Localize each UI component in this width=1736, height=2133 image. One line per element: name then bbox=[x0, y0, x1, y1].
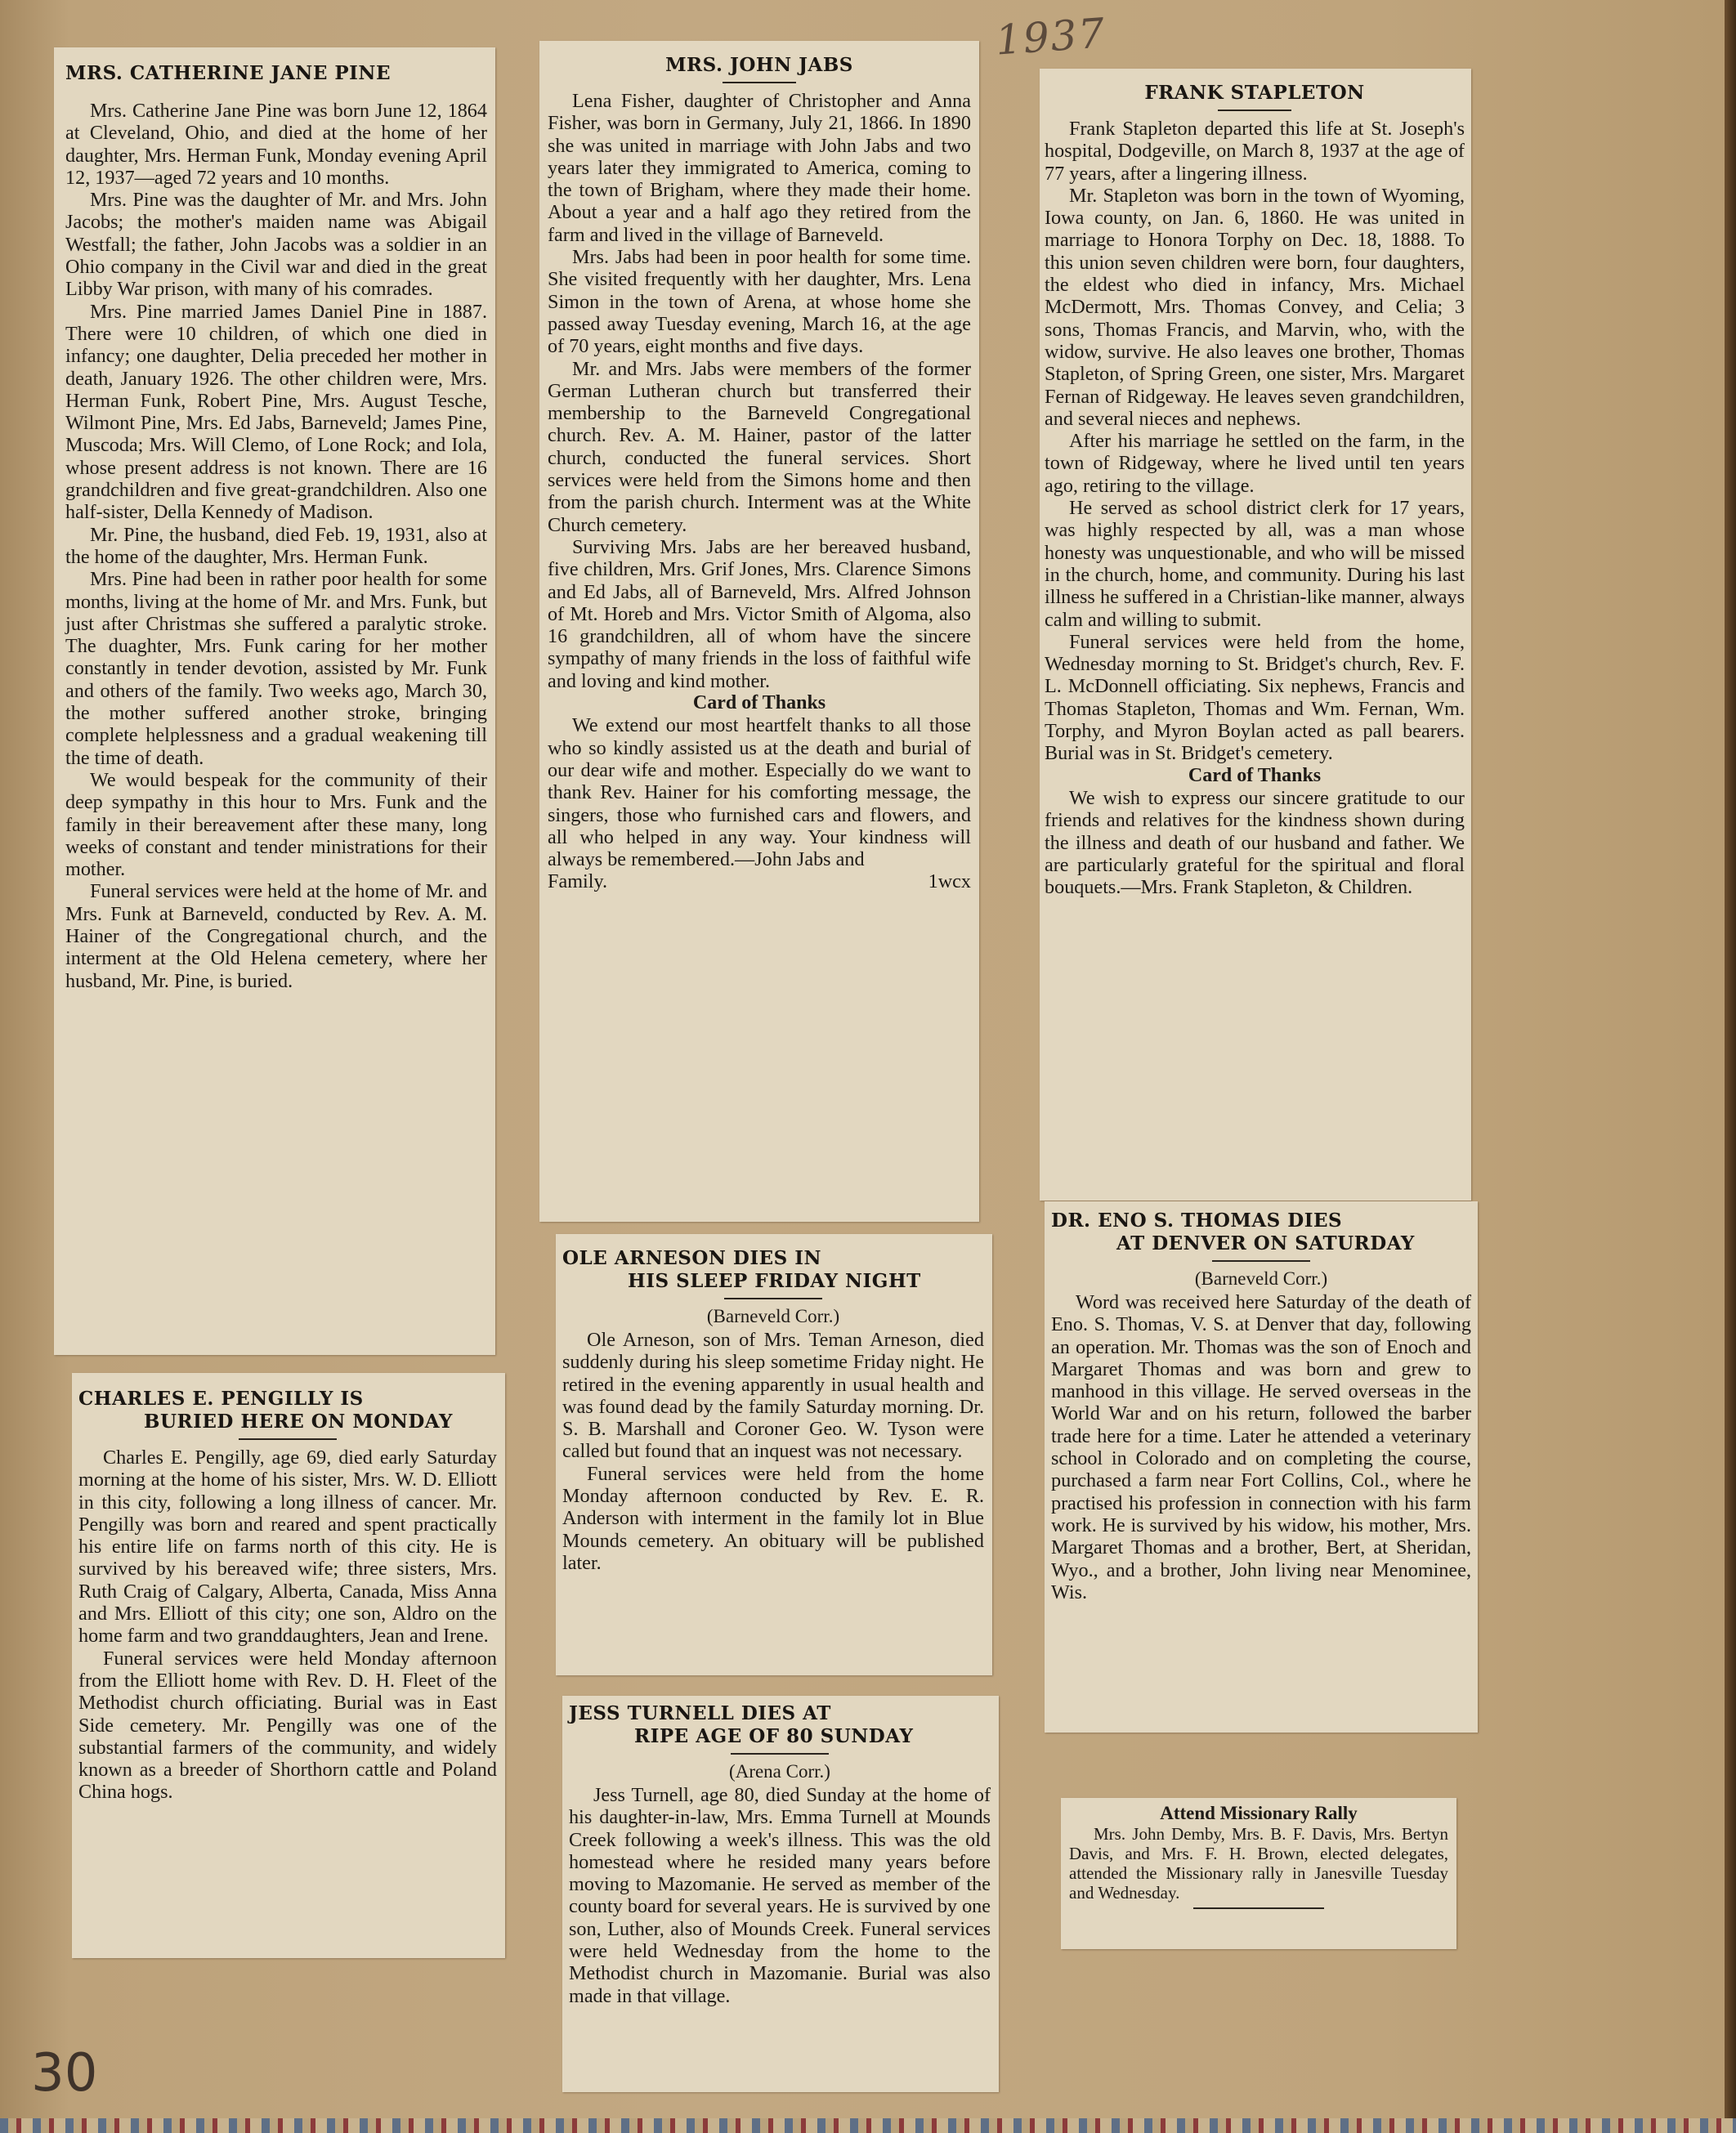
paragraph: Funeral services were held from the home, Wednesday morning to St. Bridget's church, Rev. F. L. McDonnell officiating. Six nephews, Francis and Thomas Stapleton, Thomas and Wm. Fernan, Wm. Torphy, and Myron Boylan acted as pall bearers. Burial was in St. Bridget's cemetery. bbox=[1045, 630, 1465, 765]
clipping-headline bbox=[569, 1702, 991, 1748]
clipping-body bbox=[1051, 1291, 1471, 1603]
clipping-headline: MRS. CATHERINE JANE PINE bbox=[65, 62, 391, 84]
headline-rule bbox=[724, 1298, 822, 1299]
paragraph: Funeral services were held at the home of Mr. and Mrs. Funk at Barneveld, conducted by Rev. A. M. Hainer of the Congregational church, and the interment at the Old Helena cemetery, where her husband, Mr. Pine, is buried. bbox=[65, 880, 487, 992]
paragraph: Mrs. Catherine Jane Pine was born June 12, 1864 at Cleveland, Ohio, and died at the home of her daughter, Mrs. Herman Funk, Monday evening April 12, 1937—aged 72 years and 10 months. bbox=[65, 100, 487, 189]
paragraph: Mrs. Pine was the daughter of Mr. and Mrs. John Jacobs; the mother's maiden name was Abigail Westfall; the father, John Jacobs was a soldier in an Ohio company in the Civil war and died in the great Libby War prison, with many of his comrades. bbox=[65, 189, 487, 301]
paragraph: We would bespeak for the community of their deep sympathy in this hour to Mrs. Funk and the family in their bereavement after these many, long weeks of constant and tender ministrations for their mother. bbox=[65, 768, 487, 881]
binding-cloth bbox=[0, 2118, 1736, 2133]
card-of-thanks-title: Card of Thanks bbox=[692, 692, 826, 714]
correspondent-line: (Barneveld Corr.) bbox=[1194, 1268, 1328, 1289]
paragraph: Frank Stapleton departed this life at St. Joseph's hospital, Dodgeville, on March 8, 1937 at the age of 77 years, after a lingering illness. bbox=[1045, 118, 1465, 185]
paragraph: Mr. Stapleton was born in the town of Wyoming, Iowa county, on Jan. 6, 1860. He was united in marriage to Honora Torphy on Dec. 18, 1888. To this union seven children were born, four daughters, the eldest who died in infancy, Mrs. Michael McDermott, Mrs. Thomas Convey, and Celia; 3 sons, Thomas Francis, and Marvin, who, with the widow, survive. He also leaves one brother, Thomas Stapleton, of Spring Green, one sister, Mrs. Margaret Fernan of Ridgeway. He leaves seven grandchildren, and several nieces and nephews. bbox=[1045, 184, 1465, 430]
headline-rule bbox=[731, 1753, 829, 1755]
paragraph: Mrs. Jabs had been in poor health for some time. She visited frequently with her daughter, Mrs. Lena Simon in the town of Arena, at whose home she passed away Tuesday evening, March 16, at the age of 70 years, eight months and five days. bbox=[548, 246, 971, 358]
paragraph: Mr. and Mrs. Jabs were members of the former German Lutheran church but transferred their membership to the Barneveld Congregational church. Rev. A. M. Hainer, pastor of the latter church, conducted the funeral services. Short services were held from the Simons home and then from the parish church. Interment was at the White Church cemetery. bbox=[548, 357, 971, 536]
correspondent-line: (Arena Corr.) bbox=[729, 1761, 830, 1782]
clipping-body bbox=[1045, 118, 1465, 898]
clipping-headline bbox=[78, 1388, 497, 1433]
clipping-headline bbox=[1051, 1210, 1471, 1255]
paragraph: Funeral services were held from the home Monday afternoon conducted by Rev. E. R. Anderson with interment in the family lot in Blue Mounds cemetery. An obituary will be published later. bbox=[562, 1462, 984, 1574]
clipping-headline: Attend Missionary Rally bbox=[1160, 1803, 1358, 1823]
headline-line: OLE ARNESON DIES IN bbox=[562, 1247, 822, 1269]
headline-line: DR. ENO S. THOMAS DIES bbox=[1051, 1210, 1343, 1232]
paragraph: After his marriage he settled on the farm, in the town of Ridgeway, where he lived until ten years ago, retiring to the village. bbox=[1045, 430, 1465, 497]
paragraph: Surviving Mrs. Jabs are her bereaved husband, five children, Mrs. Grif Jones, Mrs. Clarence Simons and Ed Jabs, all of Barneveld, Mrs. Alfred Johnson of Mt. Horeb and Mrs. Victor Smith of Algoma, also 16 grandchildren, all of whom have the sincere sympathy of many friends in the loss of faithful wife and loving and kind mother. bbox=[548, 535, 971, 692]
clipping-body bbox=[569, 1784, 991, 2007]
headline-line: RIPE AGE OF 80 SUNDAY bbox=[634, 1725, 914, 1747]
headline-line: HIS SLEEP FRIDAY NIGHT bbox=[628, 1270, 921, 1292]
headline-line: BURIED HERE ON MONDAY bbox=[144, 1411, 453, 1433]
clipping-headline: MRS. JOHN JABS bbox=[665, 54, 853, 76]
paragraph: Ole Arneson, son of Mrs. Teman Arneson, died suddenly during his sleep sometime Friday night. He retired in the evening apparently in usual health and was found dead by the family Saturday morning. Dr. S. B. Marshall and Coroner Geo. W. Tyson were called but found that an inquest was not necessary. bbox=[562, 1329, 984, 1463]
clipping-body bbox=[1069, 1824, 1448, 1903]
clipping-body bbox=[548, 90, 971, 893]
clipping-arneson bbox=[556, 1234, 992, 1675]
clipping-pengilly bbox=[72, 1373, 505, 1958]
paragraph: Word was received here Saturday of the death of Eno. S. Thomas, V. S. at Denver that day, following an operation. Mr. Thomas was the son of Enoch and Margaret Thomas and was born and grew to manhood in this village. He served overseas in the World War and on his return, followed the barber trade here for a time. Later he attended a veterinary school in Colorado and on completing the course, purchased a farm near Fort Collins, Col., where he practised his profession in connection with his farm work. He is survived by his widow, his mother, Mrs. Margaret Thomas and a brother, Bert, at Sheridan, Wyo., and a brother, John living near Menominee, Wis. bbox=[1051, 1291, 1471, 1603]
paragraph: Mrs. John Demby, Mrs. B. F. Davis, Mrs. Bertyn Davis, and Mrs. F. H. Brown, elected delegates, attended the Missionary rally in Janesville Tuesday and Wednesday. bbox=[1069, 1824, 1448, 1903]
headline-rule bbox=[1218, 110, 1291, 111]
clipping-headline: FRANK STAPLETON bbox=[1144, 82, 1365, 104]
page-edge bbox=[1725, 0, 1736, 2133]
paragraph: Mrs. Pine had been in rather poor health for some months, living at the home of Mr. and Mrs. Funk, but just after Christmas she suffered a paralytic stroke. The duaghter, Mrs. Funk caring for her mother constantly in tender devotion, assisted by Mr. Funk and others of the family. Two weeks ago, March 30, the mother suffered another stroke, bringing complete helplessness and a gradual weakening till the time of death. bbox=[65, 568, 487, 769]
headline-rule bbox=[239, 1438, 337, 1440]
headline-rule bbox=[1212, 1260, 1310, 1262]
paragraph: Lena Fisher, daughter of Christopher and Anna Fisher, was born in Germany, July 21, 1866. In 1890 she was united in marriage with John Jabs and two years later they immigrated to America, coming to the town of Brigham, where they made their home. About a year and a half ago they retired from the farm and lived in the village of Barneveld. bbox=[548, 90, 971, 246]
clipping-pine bbox=[54, 47, 495, 1355]
clipping-body bbox=[78, 1447, 497, 1804]
signature-line bbox=[548, 870, 971, 892]
headline-line: CHARLES E. PENGILLY IS bbox=[78, 1388, 364, 1410]
ad-code: 1wcx bbox=[928, 870, 971, 893]
correspondent-line: (Barneveld Corr.) bbox=[706, 1306, 840, 1326]
clipping-body bbox=[562, 1329, 984, 1574]
headline-line: JESS TURNELL DIES AT bbox=[569, 1702, 831, 1724]
paragraph: He served as school district clerk for 17 years, was highly respected by all, was a man whose honesty was unquestionable, and who will be missed in the church, home, and community. During his last illness he suffered in a Christian-like manner, always calm and willing to submit. bbox=[1045, 497, 1465, 631]
clipping-thomas bbox=[1045, 1201, 1478, 1733]
clipping-turnell bbox=[562, 1696, 999, 2092]
clipping-body bbox=[65, 100, 487, 992]
paragraph: Jess Turnell, age 80, died Sunday at the home of his daughter-in-law, Mrs. Emma Turnell at Mounds Creek following a week's illness. This was the old homestead where he resided many years before moving to Mazomanie. He served as member of the county board for several years. He is survived by one son, Luther, also of Mounds Creek. Funeral services were held Wednesday from the home to the Methodist church in Mazomanie. Burial was also made in that village. bbox=[569, 1784, 991, 2007]
closing-rule bbox=[1193, 1907, 1324, 1909]
clipping-stapleton bbox=[1040, 69, 1471, 1201]
clipping-missionary-rally bbox=[1061, 1798, 1456, 1949]
paragraph: Funeral services were held Monday afternoon from the Elliott home with Rev. D. H. Fleet of the Methodist church officiating. Burial was in East Side cemetery. Mr. Pengilly was one of the substantial farmers of the community, and widely known as a breeder of Shorthorn cattle and Poland China hogs. bbox=[78, 1647, 497, 1804]
clipping-headline bbox=[562, 1247, 984, 1293]
handwritten-year: 1937 bbox=[994, 9, 1108, 65]
page-number: 30 bbox=[31, 2043, 98, 2104]
paragraph: Charles E. Pengilly, age 69, died early Saturday morning at the home of his sister, Mrs. W. D. Elliott in this city, following a long illness of cancer. Mr. Pengilly was born and reared and spent practically his entire life on farms north of this city. He is survived by his bereaved wife; three sisters, Mrs. Ruth Craig of Calgary, Alberta, Canada, Miss Anna and Mrs. Elliott of this city; one son, Aldro on the home farm and two granddaughters, Jean and Irene. bbox=[78, 1447, 497, 1648]
headline-line: AT DENVER ON SATURDAY bbox=[1116, 1232, 1415, 1254]
signature: Family. bbox=[548, 870, 608, 893]
card-of-thanks-text: We extend our most heartfelt thanks to all those who so kindly assisted us at the death and burial of our dear wife and mother. Especially do we want to thank Rev. Hainer for his comforting message, the singers, those who furnished cars and flowers, and all who helped in any way. Your kindness will always be remembered.—John Jabs and bbox=[548, 714, 971, 871]
headline-rule bbox=[723, 82, 796, 83]
card-of-thanks-title: Card of Thanks bbox=[1188, 764, 1322, 786]
clipping-jabs bbox=[539, 41, 979, 1222]
paragraph: Mr. Pine, the husband, died Feb. 19, 1931, also at the home of the daughter, Mrs. Herman Funk. bbox=[65, 523, 487, 568]
card-of-thanks-text: We wish to express our sincere gratitude to our friends and relatives for the kindness shown during the illness and death of our husband and father. We are particularly grateful for the spiritual and floral bouquets.—Mrs. Frank Stapleton, & Children. bbox=[1045, 786, 1465, 899]
paragraph: Mrs. Pine married James Daniel Pine in 1887. There were 10 children, of which one died in infancy; one daughter, Delia preceded her mother in death, January 1926. The other children were, Mrs. Herman Funk, Robert Pine, Mrs. August Tesche, Wilmont Pine, Mrs. Ed Jabs, Barneveld; James Pine, Muscoda; Mrs. Will Clemo, of Lone Rock; and Iola, whose present address is not known. There are 16 grandchildren and five great-grandchildren. Also one half-sister, Della Kennedy of Madison. bbox=[65, 300, 487, 524]
